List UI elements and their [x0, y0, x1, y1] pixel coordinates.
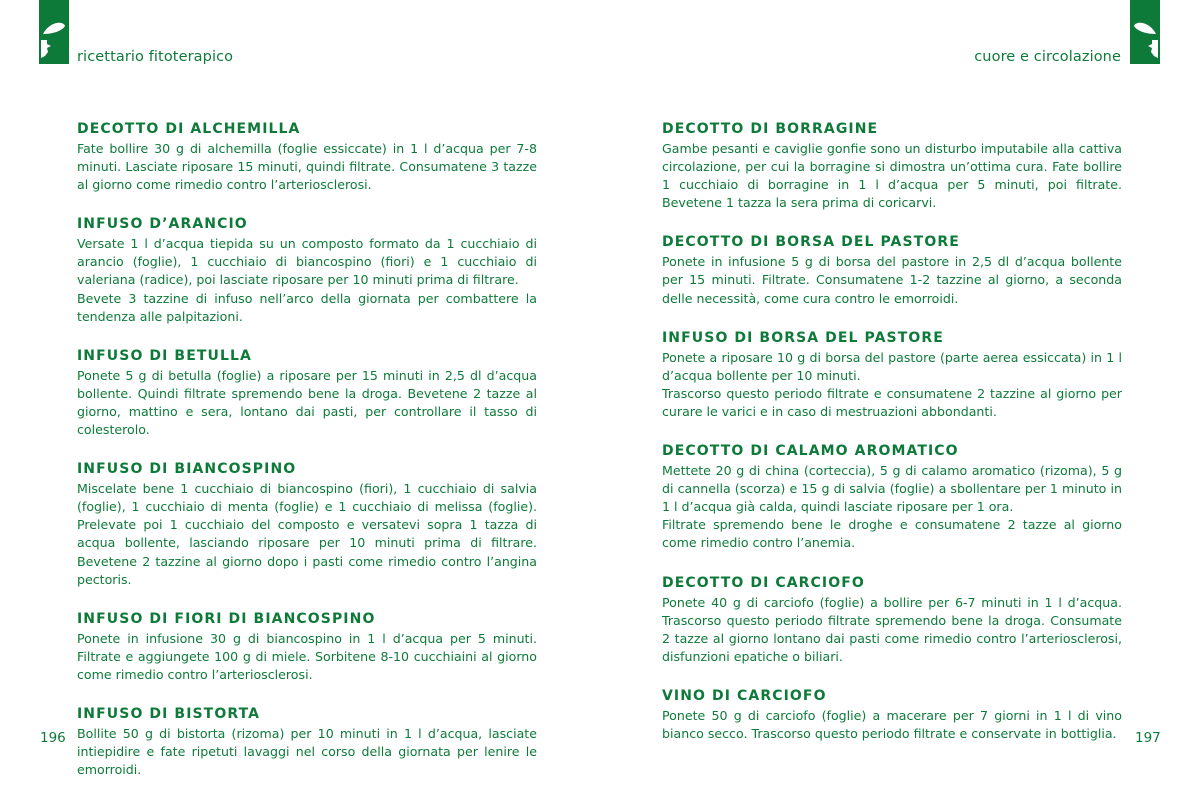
- recipe-text: Bollite 50 g di bistorta (rizoma) per 10 minuti in 1 l d’acqua, lasciate intiepidire e fate ripetuti lavaggi nel corso della giornata per lenire le emorroidi.: [77, 725, 537, 778]
- leaf-face-icon: [39, 0, 69, 64]
- section-tab: [1130, 0, 1160, 64]
- recipe-title: VINO DI CARCIOFO: [662, 687, 827, 704]
- recipe-text: Miscelate bene 1 cucchiaio di biancospino (fiori), 1 cucchiaio di salvia (foglie), 1 cucchiaio di menta (foglie) e 1 cucchiaio di melissa (foglie). Prelevate poi 1 cucchiaio del composto e versatevi sopra 1 tazza di acqua bollente, lasciando riposare per 10 minuti prima di filtrare. Bevetene 2 tazzine al giorno dopo i pasti come rimedio contro l’angina pectoris.: [77, 481, 537, 587]
- recipe-text: Ponete 40 g di carciofo (foglie) a bollire per 6-7 minuti in 1 l d’acqua. Trascorso questo periodo filtrate spremendo bene la droga. Consumate 2 tazze al giorno lontano dai pasti come rimedio contro l’arteriosclerosi, disfunzioni epatiche o biliari.: [662, 594, 1122, 664]
- recipe-entry: [77, 705, 537, 779]
- recipe-text: Ponete 5 g di betulla (foglie) a riposare per 15 minuti in 2,5 dl d’acqua bollente. Quindi filtrate spremendo bene la droga. Bevetene 2 tazze al giorno, mattino e sera, lontano dai pasti, per controllare il tasso di colesterolo.: [77, 367, 537, 438]
- recipe-text: Mettete 20 g di china (corteccia), 5 g di calamo aromatico (rizoma), 5 g di cannella (scorza) e 15 g di salvia (foglie) a sbollentare per 1 minuto in 1 l d’acqua già calda, quindi lasciate riposare per 1 ora.: [662, 463, 1122, 515]
- recipe-entry: [662, 687, 1122, 743]
- right-page: [600, 0, 1200, 811]
- recipe-entry: [662, 233, 1122, 307]
- recipe-title: INFUSO DI BETULLA: [77, 347, 252, 364]
- recipe-text: Bevete 3 tazzine di infuso nell’arco della giornata per combattere la tendenza alle palpitazioni.: [77, 290, 537, 324]
- recipe-text: Fate bollire 30 g di alchemilla (foglie essiccate) in 1 l d’acqua per 7-8 minuti. Lasciate riposare 15 minuti, quindi filtrate. Consumatene 3 tazze al giorno come rimedio contro l’arteriosclerosi.: [77, 141, 537, 193]
- recipe-text: Gambe pesanti e caviglie gonfie sono un disturbo imputabile alla cattiva circolazione, per cui la borragine si dimostra un’ottima cura. Fate bollire 1 cucchiaio di borragine in 1 l d’acqua per 5 minuti, poi filtrate. Bevetene 1 tazza la sera prima di coricarvi.: [662, 141, 1122, 211]
- recipe-entry: [662, 329, 1122, 421]
- recipe-entry: [77, 347, 537, 439]
- recipe-entry: [77, 215, 537, 325]
- recipe-text: Ponete in infusione 30 g di biancospino in 1 l d’acqua per 5 minuti. Filtrate e aggiungete 100 g di miele. Sorbitene 8-10 cucchiaini al giorno come rimedio contro l’arteriosclerosi.: [77, 630, 537, 682]
- recipe-entry: [662, 574, 1122, 666]
- recipe-title: INFUSO DI BIANCOSPINO: [77, 461, 297, 478]
- recipe-title: DECOTTO DI CALAMO AROMATICO: [662, 443, 959, 460]
- running-head: ricettario fitoterapico: [77, 49, 234, 65]
- recipe-title: INFUSO D’ARANCIO: [77, 216, 248, 233]
- recipe-title: INFUSO DI FIORI DI BIANCOSPINO: [77, 610, 376, 627]
- recipe-text: Versate 1 l d’acqua tiepida su un composto formato da 1 cucchiaio di arancio (foglie), 1 cucchiaio di biancospino (fiori) e 1 cucchiaio di valeriana (radice), poi lasciate riposare per 10 minuti prima di filtrare.: [77, 236, 537, 288]
- recipe-entry: [662, 442, 1122, 552]
- recipe-title: DECOTTO DI BORRAGINE: [662, 121, 879, 137]
- recipe-text: Ponete 50 g di carciofo (foglie) a macerare per 7 giorni in 1 l di vino bianco secco. Trascorso questo periodo filtrate e conservate in bottiglia.: [662, 707, 1122, 741]
- recipe-title: DECOTTO DI CARCIOFO: [662, 574, 865, 591]
- recipe-column: [77, 120, 537, 800]
- recipe-entry: [77, 120, 537, 194]
- running-head: cuore e circolazione: [974, 49, 1121, 65]
- recipe-text: Ponete in infusione 5 g di borsa del pastore in 2,5 dl d’acqua bollente per 15 minuti. Filtrate. Consumatene 1-2 tazzine al giorno, a seconda delle necessità, come cura contro le emorroidi.: [662, 254, 1122, 306]
- recipe-entry: [77, 460, 537, 589]
- recipe-text: Filtrate spremendo bene le droghe e consumatene 2 tazze al giorno come rimedio contro l’anemia.: [662, 517, 1122, 551]
- recipe-title: INFUSO DI BISTORTA: [77, 705, 261, 722]
- recipe-text: Ponete a riposare 10 g di borsa del pastore (parte aerea essiccata) in 1 l d’acqua bollente per 10 minuti.: [662, 349, 1122, 383]
- recipe-title: DECOTTO DI BORSA DEL PASTORE: [662, 234, 960, 251]
- page-number: 197: [1135, 730, 1161, 746]
- section-tab: [39, 0, 69, 64]
- leaf-face-icon: [1130, 0, 1160, 64]
- recipe-title: DECOTTO DI ALCHEMILLA: [77, 121, 301, 137]
- recipe-text: Trascorso questo periodo filtrate e consumatene 2 tazzine al giorno per curare le varici e in caso di mestruazioni abbondanti.: [662, 385, 1122, 419]
- recipe-column: [662, 120, 1122, 764]
- recipe-entry: [77, 610, 537, 684]
- recipe-entry: [662, 120, 1122, 212]
- page-number: 196: [40, 730, 66, 746]
- recipe-title: INFUSO DI BORSA DEL PASTORE: [662, 329, 944, 346]
